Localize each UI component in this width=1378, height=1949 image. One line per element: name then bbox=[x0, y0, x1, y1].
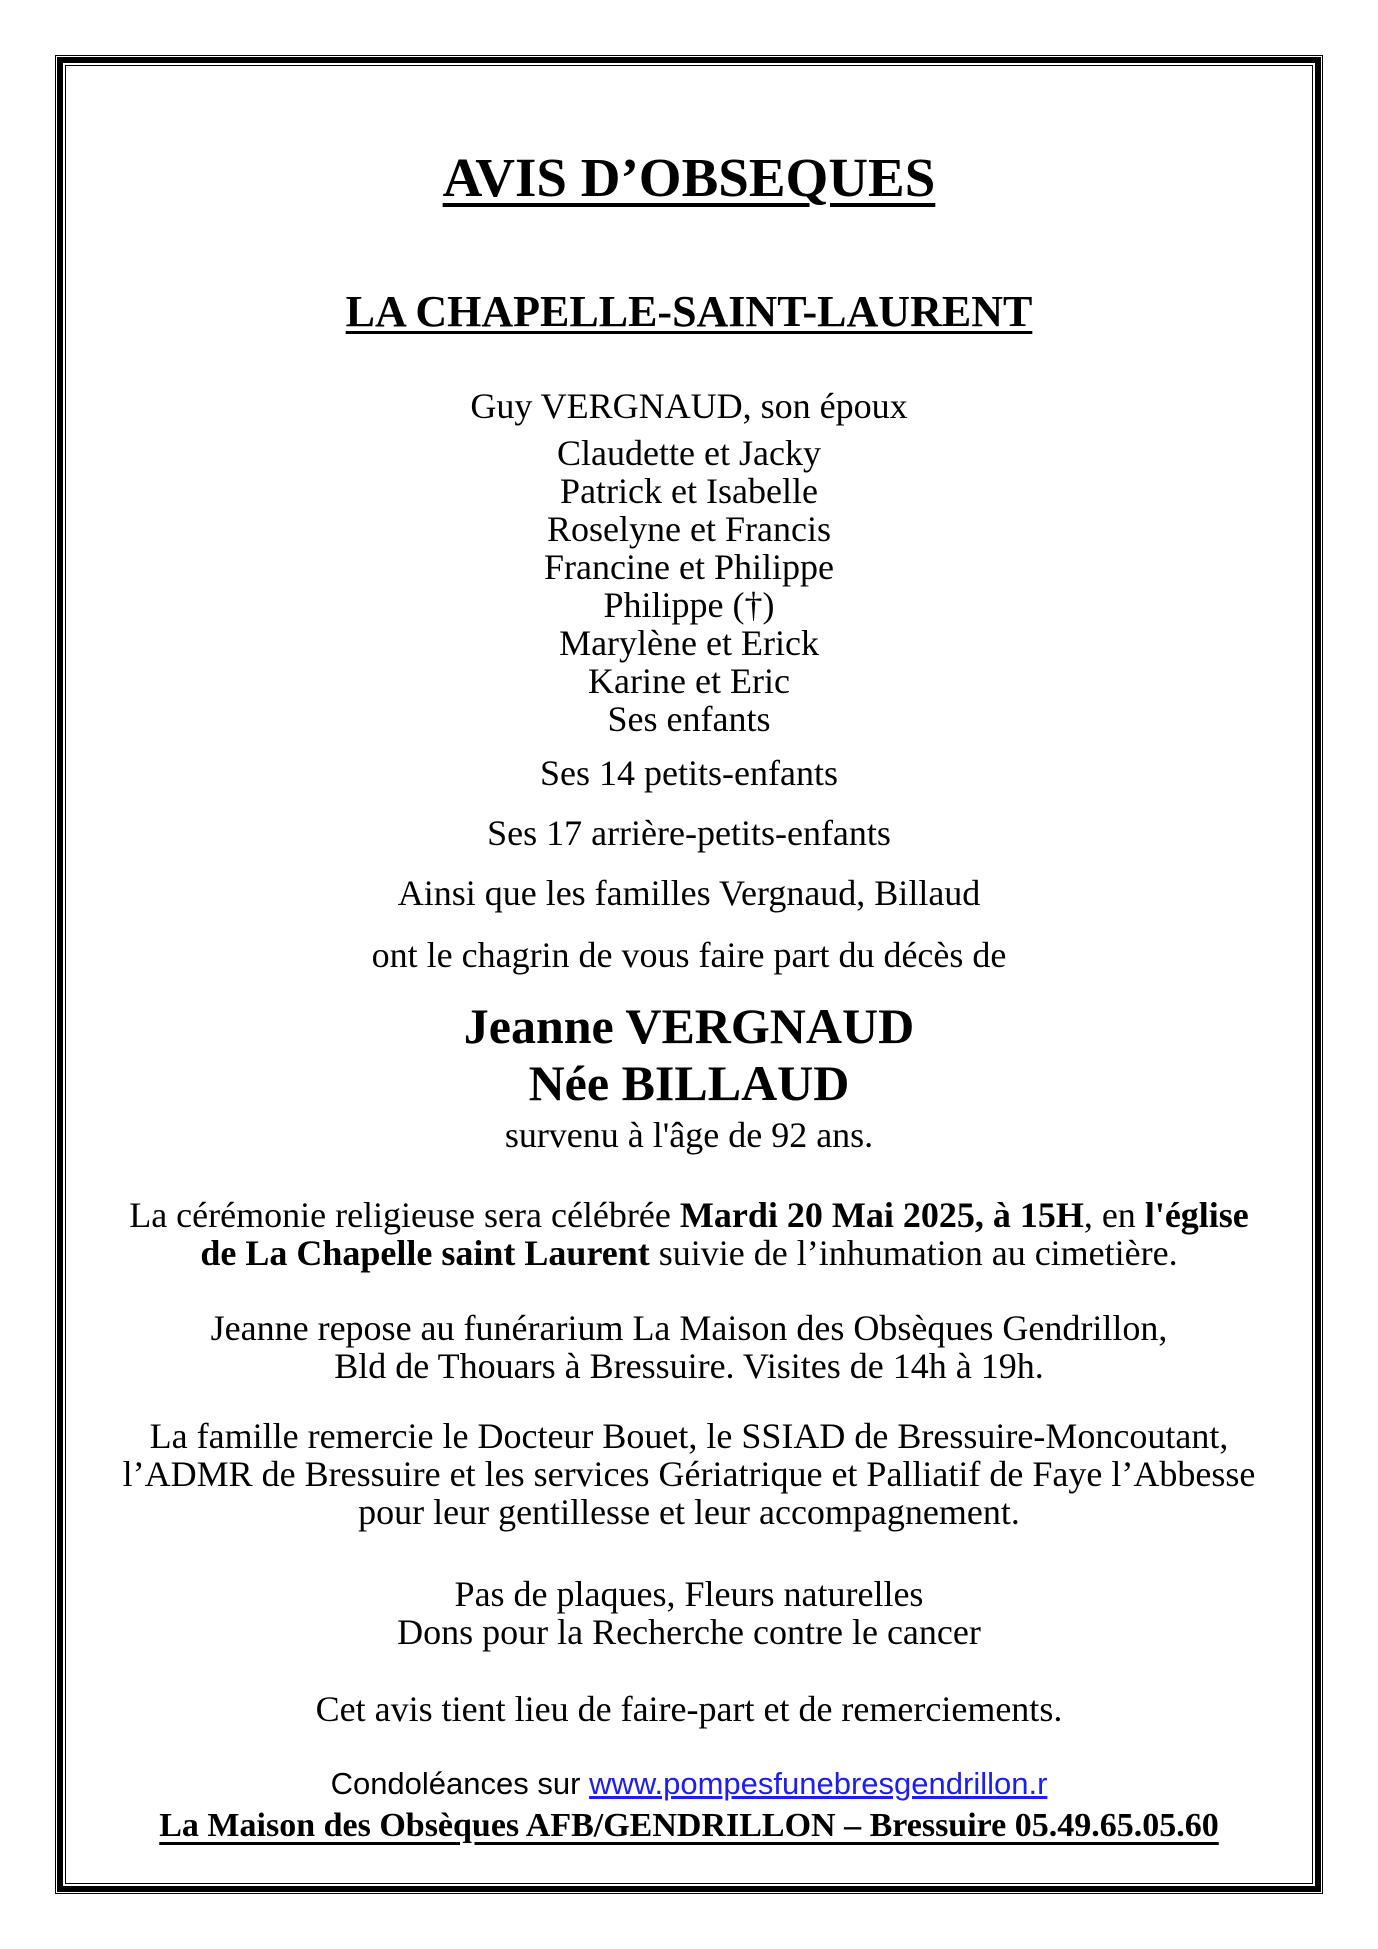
repose-line: Jeanne repose au funérarium La Maison des Obsèques Gendrillon, bbox=[210, 1308, 1168, 1348]
flowers-paragraph bbox=[66, 1575, 1312, 1651]
child-name: Francine et Philippe bbox=[544, 547, 834, 587]
families-line: Ainsi que les familles Vergnaud, Billaud bbox=[397, 873, 981, 913]
notice-title: AVIS D’OBSEQUES bbox=[442, 147, 936, 208]
page-border-inner bbox=[65, 65, 1313, 1884]
flowers-line: Pas de plaques, Fleurs naturelles bbox=[454, 1574, 924, 1614]
page-border-outer bbox=[55, 55, 1323, 1894]
child-name: Philippe (†) bbox=[603, 585, 775, 625]
funeral-home-line: La Maison des Obsèques AFB/GENDRILLON – Bressuire 05.49.65.05.60 bbox=[159, 1807, 1219, 1844]
city-heading: LA CHAPELLE-SAINT-LAURENT bbox=[345, 287, 1033, 336]
spouse-line: Guy VERGNAUD, son époux bbox=[470, 386, 908, 426]
child-name: Karine et Eric bbox=[588, 661, 790, 701]
ceremony-line-1 bbox=[66, 1196, 1312, 1234]
ceremony-text: La cérémonie religieuse sera célébrée bbox=[129, 1195, 680, 1235]
child-name: Marylène et Erick bbox=[559, 623, 819, 663]
ceremony-text: suivie de l’inhumation au cimetière. bbox=[649, 1233, 1178, 1273]
thanks-line: La famille remercie le Docteur Bouet, le SSIAD de Bressuire-Moncoutant, bbox=[149, 1416, 1229, 1456]
age-line: survenu à l'âge de 92 ans. bbox=[504, 1115, 874, 1155]
ceremony-paragraph bbox=[66, 1196, 1312, 1272]
page-border-thick bbox=[57, 57, 1321, 1892]
thanks-paragraph bbox=[66, 1417, 1312, 1531]
children-names-list bbox=[66, 434, 1312, 738]
condolences-link[interactable]: www.pompesfunebresgendrillon.r bbox=[589, 1766, 1048, 1801]
grandchildren-line: Ses 14 petits-enfants bbox=[540, 753, 838, 793]
thanks-line: l’ADMR de Bressuire et les services Gériatrique et Palliatif de Faye l’Abbesse bbox=[122, 1454, 1256, 1494]
thanks-line: pour leur gentillesse et leur accompagnement. bbox=[358, 1492, 1020, 1532]
child-name: Roselyne et Francis bbox=[547, 509, 831, 549]
announcement-line: ont le chagrin de vous faire part du décès de bbox=[371, 935, 1007, 975]
condolences-line bbox=[66, 1766, 1312, 1802]
notice-content bbox=[66, 146, 1312, 1848]
ceremony-datetime: Mardi 20 Mai 2025, à 15H bbox=[679, 1195, 1084, 1235]
ceremony-line-2 bbox=[66, 1234, 1312, 1272]
repose-line: Bld de Thouars à Bressuire. Visites de 14h à 19h. bbox=[334, 1346, 1044, 1386]
deceased-maiden-name: Née BILLAUD bbox=[528, 1055, 850, 1111]
ceremony-church-place: de La Chapelle saint Laurent bbox=[200, 1233, 650, 1273]
child-name: Claudette et Jacky bbox=[557, 433, 821, 473]
great-grandchildren-line: Ses 17 arrière-petits-enfants bbox=[487, 813, 891, 853]
ceremony-text: , en bbox=[1083, 1195, 1145, 1235]
donations-line: Dons pour la Recherche contre le cancer bbox=[397, 1612, 981, 1652]
ceremony-church: l'église bbox=[1144, 1195, 1249, 1235]
children-label: Ses enfants bbox=[607, 699, 771, 739]
repose-paragraph bbox=[66, 1309, 1312, 1385]
condolences-prefix: Condoléances sur bbox=[330, 1766, 590, 1801]
deceased-name: Jeanne VERGNAUD bbox=[463, 998, 915, 1054]
statement-line: Cet avis tient lieu de faire-part et de remerciements. bbox=[315, 1689, 1063, 1729]
child-name: Patrick et Isabelle bbox=[560, 471, 818, 511]
deceased-name-block bbox=[66, 998, 1312, 1112]
